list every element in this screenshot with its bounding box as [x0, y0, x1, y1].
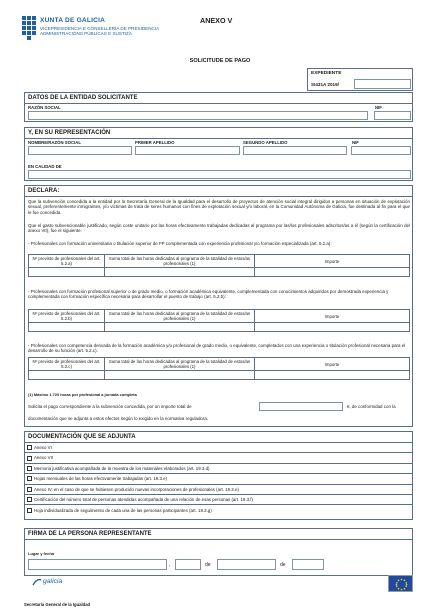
org-name — [40, 17, 200, 37]
comma-text: , — [169, 562, 171, 568]
bullet-c: - Profesionales con competencia derivada de la formación académica y/o profesional de grado medio, o equivalente, completados con una experiencia o titulación profesional necesaria para el desarrollo de su función (art. 5.2.c). — [28, 343, 406, 354]
table-a-cell-amount[interactable] — [255, 268, 410, 277]
apellido2-label: SEGUNDO APELLIDO — [243, 140, 288, 145]
table-c-cell-count[interactable] — [29, 371, 105, 380]
table-b — [28, 309, 410, 332]
calidad-label: EN CALIDAD DE — [28, 164, 62, 169]
representacion-section — [24, 127, 413, 181]
checkbox[interactable] — [27, 456, 32, 461]
checkbox[interactable] — [27, 487, 32, 492]
eu-flag — [388, 575, 413, 592]
rep-nif-input[interactable] — [351, 146, 411, 155]
entidad-title: DATOS DE LA ENTIDAD SOLICITANTE — [28, 95, 138, 101]
checkbox[interactable] — [27, 445, 32, 450]
firma-section — [24, 528, 413, 576]
table-c-cell-hours[interactable] — [105, 371, 255, 380]
entidad-section — [24, 92, 413, 122]
table-a — [28, 254, 410, 277]
razon-social-input[interactable] — [28, 111, 368, 120]
calidad-input[interactable] — [28, 170, 411, 179]
apellido2-input[interactable] — [243, 146, 347, 155]
checkbox[interactable] — [27, 497, 32, 502]
org-line-3: ADMINISTRACIÓNS PÚBLICAS E XUSTIZA — [40, 31, 132, 37]
table-c-cell-amount[interactable] — [255, 371, 410, 380]
mes-input[interactable] — [217, 559, 276, 570]
checkbox[interactable] — [27, 476, 32, 481]
galicia-logo-text: galicia — [43, 577, 63, 585]
table-b-cell-amount[interactable] — [255, 323, 410, 332]
apellido1-input[interactable] — [135, 146, 240, 155]
doc-item[interactable]: Memoria justificativa acompañada de la muestra de los materiales elaborados (art. 19.3.d) — [25, 464, 412, 474]
table-c-col2-header: Suma total de las horas dedicadas al programa de la totalidad de estos/as profesionales (1) — [105, 358, 255, 371]
table-b-cell-hours[interactable] — [105, 323, 255, 332]
org-line-1: XUNTA DE GALICIA — [40, 17, 106, 24]
page-title: SOLICITUDE DE PAGO — [189, 58, 251, 64]
declara-paragraph-2: Que el gasto subvencionable justificado, según coste unitario por las horas efectivamente trabajadas dedicadas al programa por las/los profesionales adscritos/as a él (según la certificación del anexo VII), fue el siguiente: — [28, 223, 410, 234]
de-text-1: de — [205, 562, 211, 568]
doc-item[interactable]: Hojas mensuales de las horas efectivamente trabajadas (art. 19.3.e) — [25, 474, 412, 484]
razon-social-label: RAZÓN SOCIAL — [28, 105, 61, 110]
expediente-value: SI431A 2019/ — [311, 82, 339, 87]
footer-org: Secretaría General de la Igualdad — [24, 602, 91, 607]
eu-stars-icon — [389, 576, 414, 593]
de-text-2: de — [280, 562, 286, 568]
footnote: (1) Máximo 1.720 horas por profesional a jornada completa — [28, 392, 137, 397]
table-a-col3-header: Importe — [255, 255, 410, 268]
doc-item[interactable]: Hoja individualizada de seguimiento de cada una de las personas participantes (art. 19.3.g) — [25, 505, 412, 515]
galicia-logo — [32, 576, 62, 588]
firma-title: FIRMA DE LA PERSONA REPRESENTANTE — [28, 531, 152, 537]
documentacion-list — [25, 443, 412, 516]
xunta-emblem-icon — [22, 16, 36, 44]
doc-item[interactable]: Anexo IV, en el caso de que se hubiesen producido nuevas incorporaciones de profesionales (art. 19.3.e) — [25, 485, 412, 495]
declara-title: DECLARA: — [28, 188, 60, 194]
table-c-col3-header: Importe — [255, 358, 410, 371]
checkbox[interactable] — [27, 466, 32, 471]
table-a-col2-header: Suma total de las horas dedicadas al programa de la totalidad de estos/as profesionales (1) — [105, 255, 255, 268]
table-b-col1-header: Nº previsto de profesionales del art. 5.2.b) — [29, 310, 105, 323]
annex-label: ANEXO V — [200, 16, 233, 25]
lugar-input[interactable] — [28, 559, 167, 570]
xunta-logo — [22, 16, 36, 44]
table-a-col1-header: Nº previsto de profesionales del art. 5.2.a) — [29, 255, 105, 268]
expediente-input[interactable] — [354, 79, 411, 89]
nombre-label: NOMBRE/RAZÓN SOCIAL — [28, 140, 81, 145]
table-a-cell-hours[interactable] — [105, 268, 255, 277]
solicita-text-c: documentación que se adjunta a estos efectos según lo exigido en la normativa reguladora. — [28, 416, 209, 421]
expediente-box — [307, 68, 413, 91]
table-b-cell-count[interactable] — [29, 323, 105, 332]
rep-nif-label: NIF — [352, 140, 359, 145]
lugar-fecha-label: Lugar y fecha — [28, 551, 55, 556]
nombre-input[interactable] — [28, 146, 132, 155]
entidad-nif-input[interactable] — [374, 111, 411, 120]
doc-item[interactable]: Certificación del número total de personas atendidas acompañada de una relación de esas personas (art. 19.3.f) — [25, 495, 412, 505]
entidad-nif-label: NIF — [375, 105, 382, 110]
bullet-b: - Profesionales con formación profesional superior o de grado medio, o formación académica equivalente, complementada con conocimientos adquiridos por demostrada experiencia y complementada con formación específica necesaria para desarrollar el puesto de trabajo (art. 5.2.b): — [28, 289, 389, 300]
bullet-a: - Profesionales con formación universitaria o titulación superior de FP complementada con experiencia profesional y/o formación especializada (art. 5.2.a): — [28, 241, 332, 246]
table-b-col2-header: Suma total de las horas dedicadas al programa de la totalidad de estos/as profesionales (1) — [105, 310, 255, 323]
solicita-text-a: Solicita el pago correspondiente a la subvención concedida, por un importe total de — [28, 404, 192, 409]
doc-item[interactable]: Anexo VII — [25, 453, 412, 463]
importe-total-input[interactable] — [259, 402, 343, 411]
table-c — [28, 357, 410, 380]
documentacion-title: DOCUMENTACIÓN QUE SE ADJUNTA — [28, 434, 136, 440]
dia-input[interactable] — [175, 559, 201, 570]
doc-item[interactable]: Anexo VI — [25, 443, 412, 453]
table-a-cell-count[interactable] — [29, 268, 105, 277]
org-line-2: VICEPRESIDENCIA E CONSELLERÍA DE PRESIDENCIA — [40, 25, 160, 31]
checkbox[interactable] — [27, 508, 32, 513]
table-b-col3-header: Importe — [255, 310, 410, 323]
expediente-label: EXPEDIENTE — [311, 71, 342, 76]
documentacion-section — [24, 431, 413, 520]
solicita-text-b: €, de conformidad con la — [347, 404, 396, 409]
declara-paragraph-1: Que la subvención concedida a la entidad por la Secretaría General de la Igualdad para el desarrollo de proyectos de atención social integral dirigidos a personas en situación de explotación sexual, preferentemente inmigrantes, y/o víctimas de trata de seres humanos con fines de explotación sexual y/o laboral, en la Comunidad Autónoma de Galicia, fue destinada al fin para el que le fue concedida. — [28, 199, 410, 215]
representacion-title: Y, EN SU REPRESENTACIÓN — [28, 130, 111, 136]
declara-section — [24, 185, 413, 427]
apellido1-label: PRIMER APELLIDO — [135, 140, 175, 145]
galicia-swoosh-icon — [32, 577, 42, 587]
table-c-col1-header: Nº previsto de profesionales del art. 5.2.c) — [29, 358, 105, 371]
ano-input[interactable] — [292, 559, 324, 570]
